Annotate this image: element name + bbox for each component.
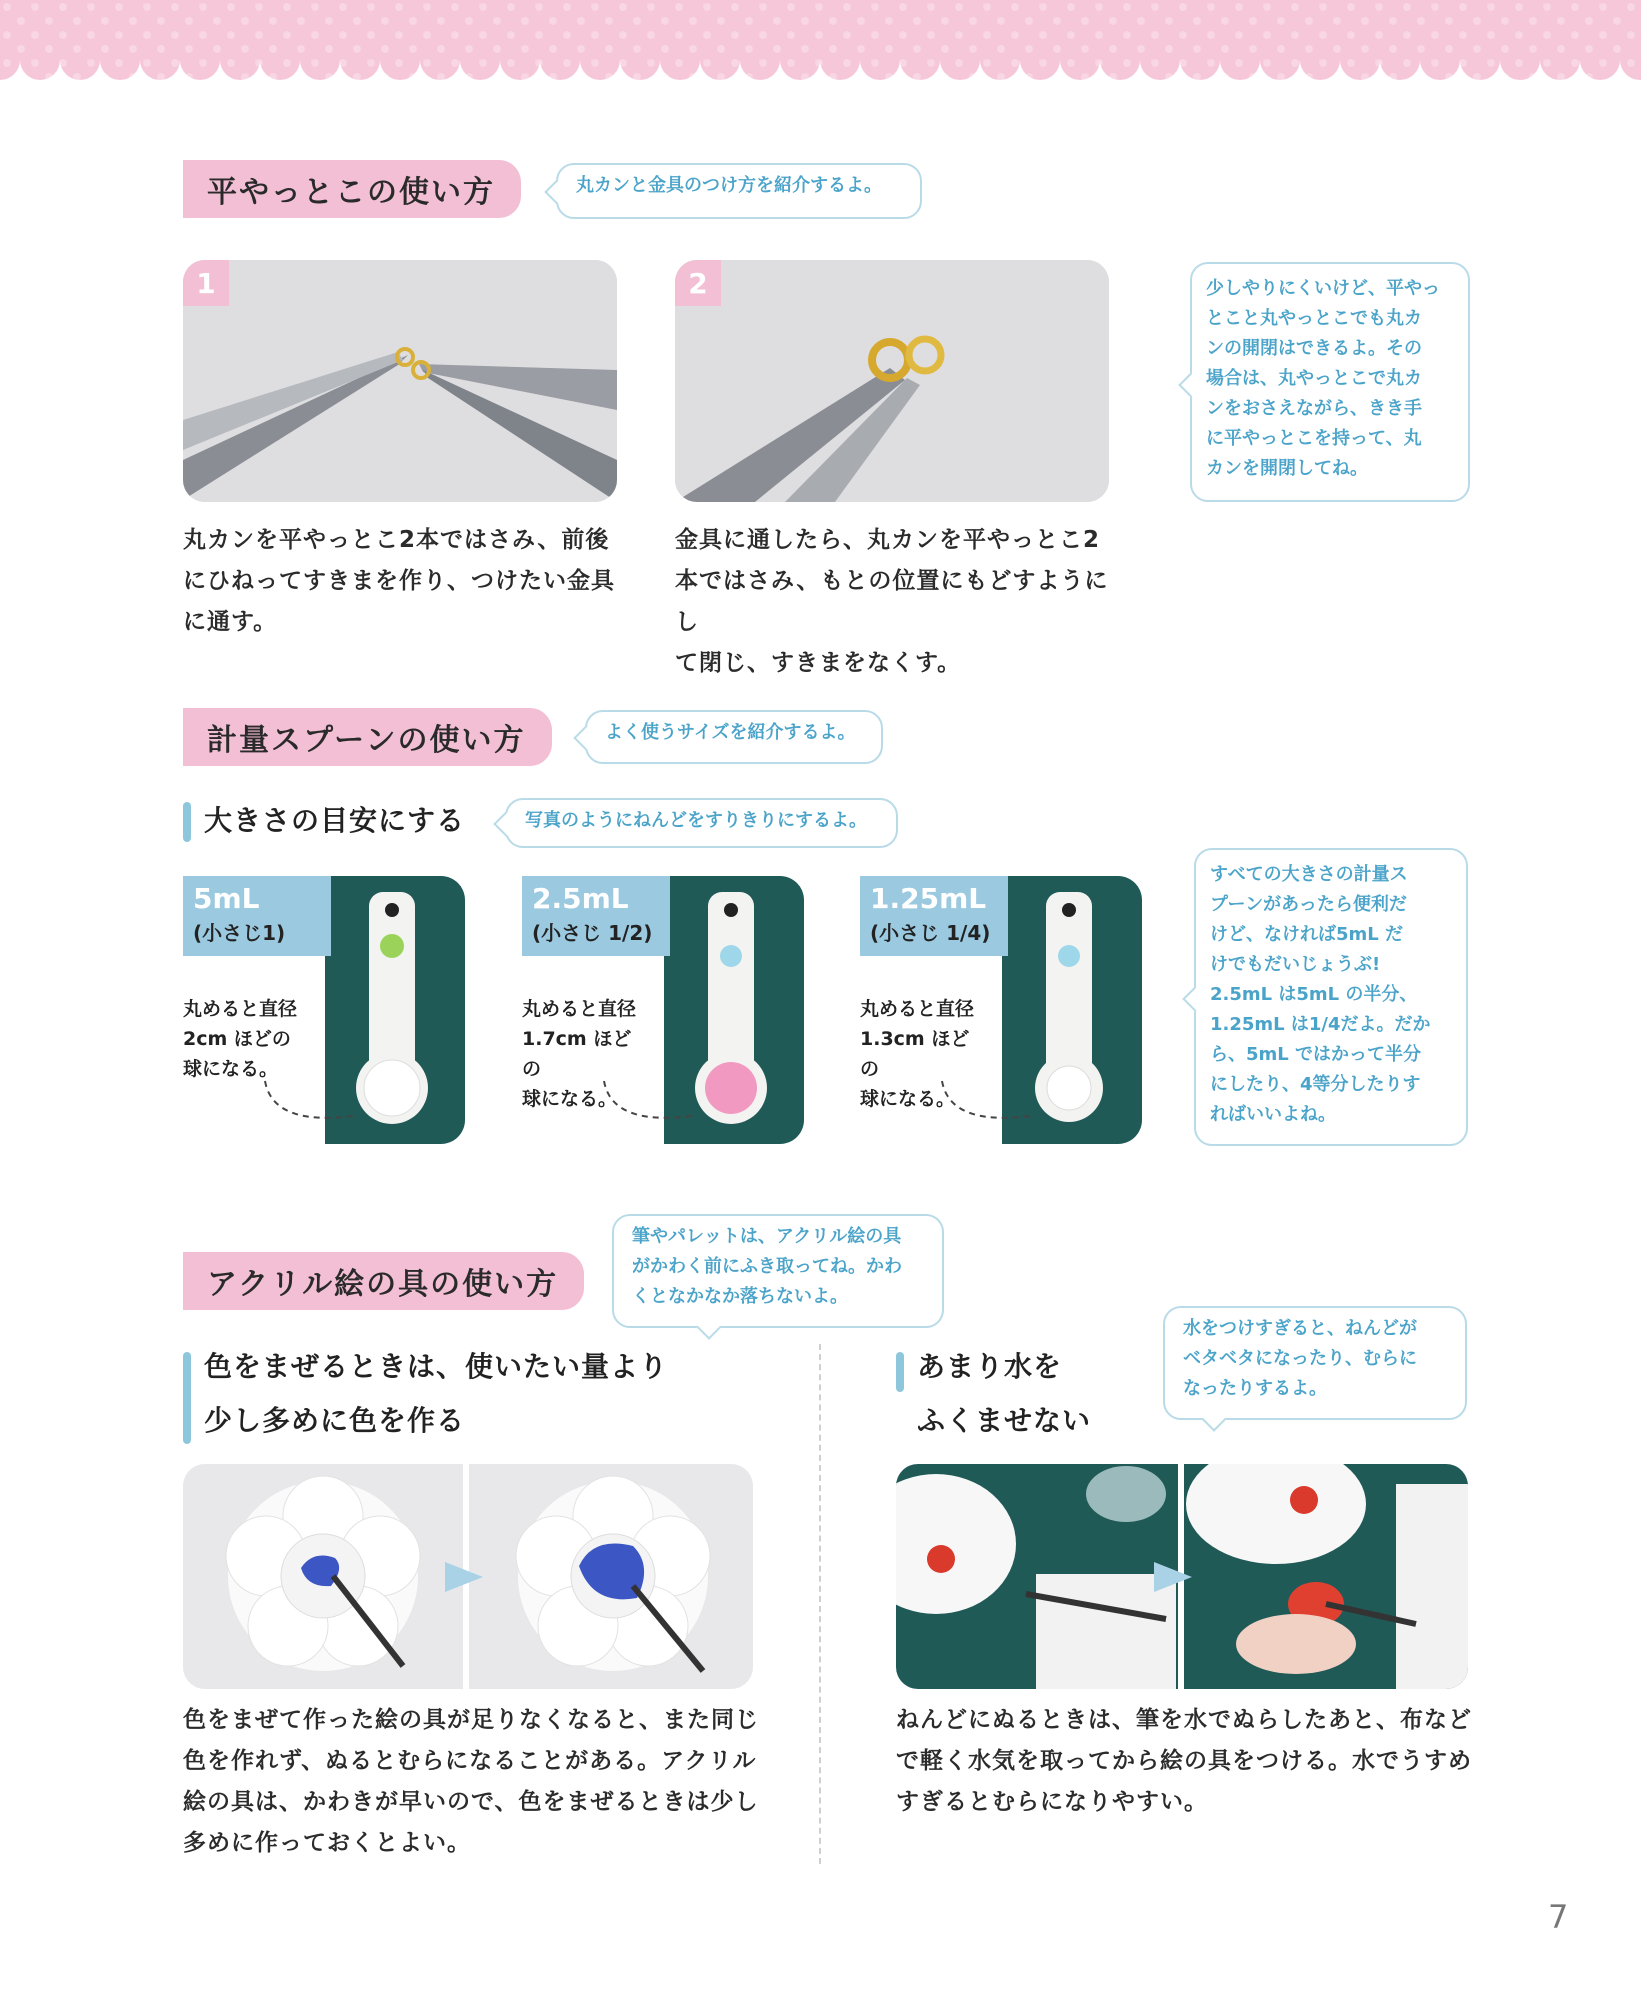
subhead-line: 色をまぜるときは、使いたい量より — [204, 1350, 669, 1383]
note-line: 場合は、丸やっとこで丸カ — [1206, 368, 1422, 389]
scallop — [820, 40, 860, 80]
section-title-flat-pliers — [183, 160, 521, 218]
subhead-line: 少し多めに色を作る — [204, 1404, 466, 1437]
scallop — [60, 40, 100, 80]
section-title-measuring-spoon — [183, 708, 552, 766]
note-line: 筆やパレットは、アクリル絵の具 — [632, 1226, 902, 1247]
text-line: 絵の具は、かわきが早いので、色をまぜるときは少し — [183, 1789, 759, 1815]
pliers-photo-illustration — [183, 260, 617, 502]
note-line: にしたり、4等分したりす — [1210, 1074, 1421, 1095]
text-line: 丸カンを平やっとこ2本ではさみ、前後 — [183, 527, 610, 553]
note-line: ら、5mL ではかって半分 — [1210, 1044, 1422, 1065]
bubble-text: よく使うサイズを紹介するよ。 — [605, 722, 856, 743]
note-line: 2.5mL は5mL の半分、 — [1210, 984, 1418, 1005]
scallop — [1100, 40, 1140, 80]
scallop — [1380, 40, 1420, 80]
bubble-tail — [696, 1314, 721, 1339]
note-line: ンの開閉はできるよ。その — [1206, 338, 1422, 359]
note-line: ればいいよね。 — [1210, 1104, 1336, 1125]
intro-bubble — [585, 710, 883, 764]
spoon-card-5ml — [183, 876, 465, 1144]
scallop — [300, 40, 340, 80]
scallop — [260, 40, 300, 80]
size-sub: (小さじ1) — [193, 921, 286, 945]
text-line: 多めに作っておくとよい。 — [183, 1830, 471, 1856]
bubble-tail — [1201, 1406, 1226, 1431]
subhead-line: あまり水を — [917, 1350, 1063, 1383]
note-line: 少しやりにくいけど、平やっ — [1206, 278, 1440, 299]
size-sub: (小さじ 1/2) — [532, 921, 653, 945]
section-title-text: 平やっとこの使い方 — [207, 175, 495, 210]
spoon-card-1-25ml — [860, 876, 1142, 1144]
pliers-photo-illustration — [675, 260, 1109, 502]
scallop — [580, 40, 620, 80]
step-number-badge: 2 — [675, 260, 721, 306]
scallop — [1580, 40, 1620, 80]
spoon-description — [183, 994, 311, 1084]
sub-bubble — [505, 798, 898, 848]
acrylic-note-bubble — [612, 1214, 944, 1328]
scallop — [420, 40, 460, 80]
step1-text — [183, 520, 623, 643]
scallop — [140, 40, 180, 80]
note-line: がかわく前にふき取ってね。かわ — [632, 1256, 902, 1277]
column-divider — [819, 1344, 821, 1864]
text-line: て閉じ、すきまをなくす。 — [675, 650, 962, 676]
note-line: なったりするよ。 — [1183, 1378, 1327, 1399]
text-line: にひねってすきまを作り、つけたい金具 — [183, 568, 615, 594]
scallop — [1300, 40, 1340, 80]
note-line: ベタベタになったり、むらに — [1183, 1348, 1417, 1369]
bubble-tail — [544, 179, 569, 204]
brush-photo-pair — [896, 1464, 1468, 1689]
subhead-size-guide: 大きさの目安にする — [204, 804, 466, 837]
note-line: けでもだいじょうぶ! — [1210, 954, 1381, 975]
section-title-text: 計量スプーンの使い方 — [207, 723, 526, 758]
note-line: すべての大きさの計量ス — [1210, 864, 1408, 885]
size-value: 2.5mL — [532, 882, 629, 915]
subhead-bar — [896, 1352, 904, 1392]
spoon-card-2-5ml — [522, 876, 804, 1144]
bubble-tail — [573, 725, 598, 750]
step1-photo — [183, 260, 617, 502]
note-line: カンを開閉してね。 — [1206, 458, 1368, 479]
section-title-text: アクリル絵の具の使い方 — [207, 1267, 559, 1302]
water-note-bubble — [1163, 1306, 1467, 1420]
scallop — [700, 40, 740, 80]
scallop — [780, 40, 820, 80]
text-line: 球になる。 — [860, 1088, 956, 1110]
subhead-bar — [183, 802, 191, 842]
note-line: 水をつけすぎると、ねんどが — [1183, 1318, 1417, 1339]
bubble-text: 写真のようにねんどをすりきりにするよ。 — [525, 810, 867, 831]
text-line: 球になる。 — [522, 1088, 618, 1110]
step-number-badge: 1 — [183, 260, 229, 306]
section-title-acrylic-paint — [183, 1252, 584, 1310]
scallop — [940, 40, 980, 80]
text-line: 色を作れず、ぬるとむらになることがある。アクリル — [183, 1748, 757, 1774]
scallop — [1420, 40, 1460, 80]
scallop — [980, 40, 1020, 80]
text-line: 丸めると直径 — [860, 998, 975, 1020]
scallop — [860, 40, 900, 80]
bubble-tail — [1178, 372, 1203, 397]
dashed-leader — [263, 1076, 363, 1136]
size-value: 5mL — [193, 882, 260, 915]
scallop — [1220, 40, 1260, 80]
top-scalloped-band — [0, 0, 1641, 80]
scallop — [1340, 40, 1380, 80]
text-line: 2cm ほどの — [183, 1028, 291, 1050]
page-number: 7 — [1548, 1898, 1569, 1936]
text-line: 色をまぜて作った絵の具が足りなくなると、また同じ — [183, 1707, 759, 1733]
scallop — [500, 40, 540, 80]
palette-photo-pair — [183, 1464, 753, 1689]
brush-illustration — [896, 1464, 1468, 1689]
scallop — [180, 40, 220, 80]
scallop — [1540, 40, 1580, 80]
step2-photo — [675, 260, 1109, 502]
dashed-leader — [602, 1076, 702, 1136]
less-water-text — [896, 1700, 1476, 1823]
scallop — [1180, 40, 1220, 80]
size-label — [183, 876, 331, 956]
dashed-leader — [940, 1076, 1040, 1136]
text-line: 丸めると直径 — [183, 998, 298, 1020]
bubble-tail — [1182, 986, 1207, 1011]
note-line: 1.25mL は1/4だよ。だか — [1210, 1014, 1431, 1035]
scallop — [340, 40, 380, 80]
text-line: 金具に通したら、丸カンを平やっとこ2 — [675, 527, 1101, 553]
size-value: 1.25mL — [870, 882, 987, 915]
scallop — [460, 40, 500, 80]
text-line: すぎるとむらになりやすい。 — [896, 1789, 1208, 1815]
side-note-flat-pliers — [1190, 262, 1470, 502]
intro-bubble — [556, 163, 922, 219]
side-note-measuring — [1194, 848, 1468, 1146]
text-line: 1.3cm ほどの — [860, 1028, 970, 1080]
size-label — [860, 876, 1008, 956]
palette-illustration — [183, 1464, 753, 1689]
note-line: に平やっとこを持って、丸 — [1206, 428, 1422, 449]
scallop — [660, 40, 700, 80]
scallop — [1140, 40, 1180, 80]
note-line: けど、なければ5mL だ — [1210, 924, 1404, 945]
scallop — [1060, 40, 1100, 80]
text-line: 丸めると直径 — [522, 998, 637, 1020]
note-line: とこと丸やっとこでも丸カ — [1206, 308, 1422, 329]
bubble-tail — [493, 811, 518, 836]
scallop — [380, 40, 420, 80]
note-line: ンをおさえながら、きき手 — [1206, 398, 1422, 419]
scallop — [1020, 40, 1060, 80]
text-line: ねんどにぬるときは、筆を水でぬらしたあと、布など — [896, 1707, 1472, 1733]
scallop — [1500, 40, 1540, 80]
scallop — [220, 40, 260, 80]
scallop — [620, 40, 660, 80]
subhead-less-water — [917, 1340, 1091, 1448]
subhead-bar — [183, 1352, 191, 1444]
size-sub: (小さじ 1/4) — [870, 921, 991, 945]
step2-text — [675, 520, 1115, 684]
scallop — [100, 40, 140, 80]
scallop — [1260, 40, 1300, 80]
mix-colors-text — [183, 1700, 783, 1864]
text-line: 球になる。 — [183, 1058, 279, 1080]
scallop — [900, 40, 940, 80]
scallop — [740, 40, 780, 80]
text-line: 本ではさみ、もとの位置にもどすようにし — [675, 568, 1109, 635]
text-line: で軽く水気を取ってから絵の具をつける。水でうすめ — [896, 1748, 1472, 1774]
subhead-mix-colors — [204, 1340, 668, 1448]
subhead-line: ふくませない — [917, 1404, 1092, 1437]
text-line: 1.7cm ほどの — [522, 1028, 632, 1080]
scallop — [540, 40, 580, 80]
scallop — [1460, 40, 1500, 80]
bubble-text: 丸カンと金具のつけ方を紹介するよ。 — [576, 175, 882, 196]
note-line: プーンがあったら便利だ — [1210, 894, 1407, 915]
size-label — [522, 876, 670, 956]
note-line: くとなかなか落ちないよ。 — [632, 1286, 848, 1307]
text-line: に通す。 — [183, 609, 278, 635]
scallop — [20, 40, 60, 80]
